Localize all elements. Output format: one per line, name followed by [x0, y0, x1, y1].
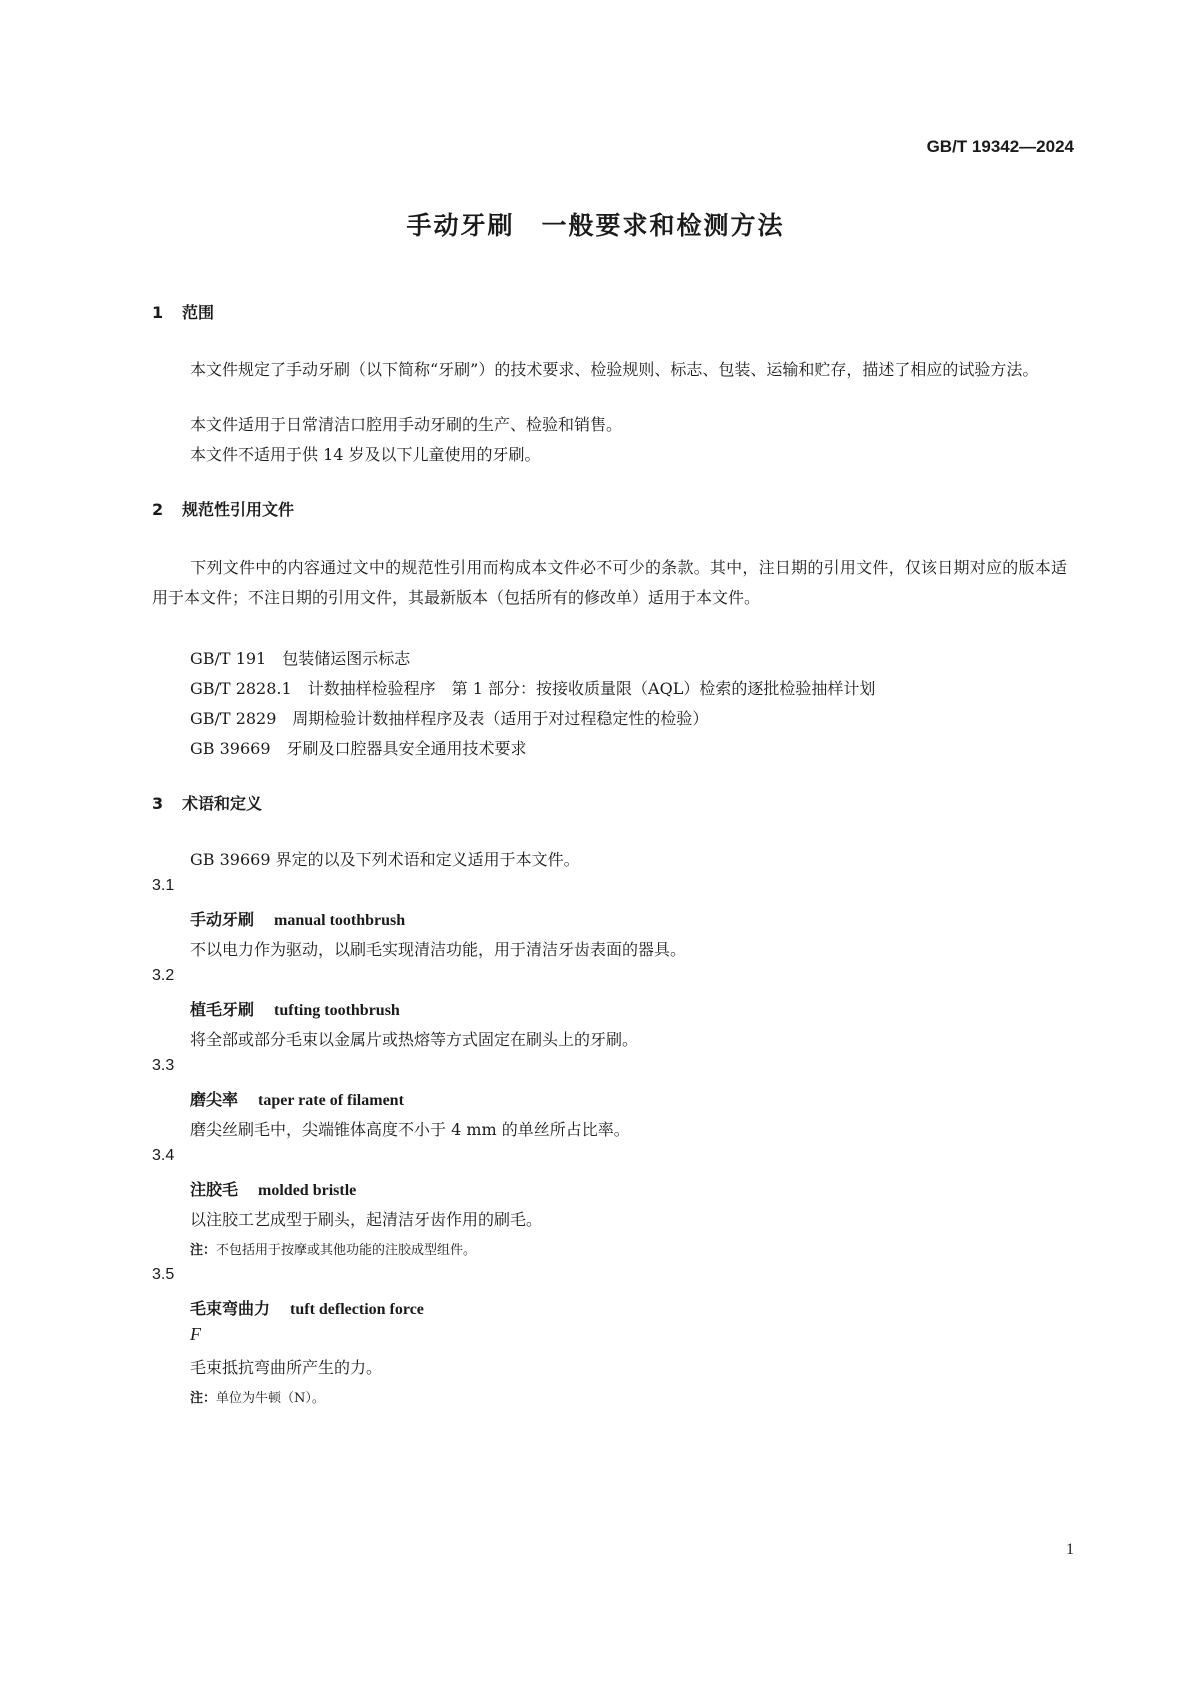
term-symbol: F	[190, 1324, 201, 1344]
term-definition: 毛束抵抗弯曲所产生的力。	[190, 1358, 383, 1377]
note-label: 注：	[190, 1391, 217, 1406]
term-zh: 注胶毛	[190, 1180, 239, 1199]
term-entry-number: 3.2	[152, 967, 175, 984]
note-text: 不包括用于按摩或其他功能的注胶成型组件。	[216, 1243, 477, 1258]
term-definition: 磨尖丝刷毛中，尖端锥体高度不小于 4 mm 的单丝所占比率。	[190, 1120, 630, 1139]
note-text: 单位为牛顿（N）。	[216, 1391, 325, 1406]
term-en: manual toothbrush	[274, 912, 406, 929]
reference-item: GB 39669 牙刷及口腔器具安全通用技术要求	[190, 739, 527, 758]
term-en: taper rate of filament	[258, 1092, 404, 1109]
reference-item: GB/T 2828.1 计数抽样检验程序 第 1 部分：按接收质量限（AQL）检索的逐批检验抽样计划	[190, 679, 876, 698]
section-number: 2	[152, 500, 164, 519]
term-entry-number: 3.5	[152, 1266, 175, 1283]
term-heading	[190, 997, 400, 1020]
page-number: 1	[1066, 1541, 1074, 1558]
reference-item: GB/T 191 包装储运图示标志	[190, 649, 411, 668]
term-en: tufting toothbrush	[274, 1002, 400, 1019]
section-3-heading	[152, 791, 262, 814]
term-en: tuft deflection force	[290, 1301, 424, 1318]
section-2-heading	[152, 497, 294, 520]
section-1-heading	[152, 300, 214, 323]
term-heading	[190, 907, 405, 930]
term-zh: 毛束弯曲力	[190, 1299, 271, 1318]
term-note	[190, 1387, 325, 1406]
term-entry-number: 3.1	[152, 877, 175, 894]
section-title: 范围	[182, 303, 215, 322]
term-note	[190, 1239, 476, 1258]
term-zh: 植毛牙刷	[190, 1000, 255, 1019]
section-title: 术语和定义	[182, 794, 263, 813]
section-title: 规范性引用文件	[182, 500, 295, 519]
term-heading	[190, 1087, 404, 1110]
term-definition: 将全部或部分毛束以金属片或热熔等方式固定在刷头上的牙刷。	[190, 1030, 639, 1049]
section-number: 3	[152, 794, 164, 813]
scope-paragraph-3: 本文件不适用于供 14 岁及以下儿童使用的牙刷。	[190, 445, 541, 464]
references-paragraph: 下列文件中的内容通过文中的规范性引用而构成本文件必不可少的条款。其中，注日期的引用文件，仅该日期对应的版本适用于本文件；不注日期的引用文件，其最新版本（包括所有的修改单）适用于本文件。	[152, 558, 1067, 607]
note-label: 注：	[190, 1243, 217, 1258]
term-heading	[190, 1296, 424, 1319]
scope-paragraph-1: 本文件规定了手动牙刷（以下简称“牙刷”）的技术要求、检验规则、标志、包装、运输和贮存，描述了相应的试验方法。	[190, 360, 1039, 379]
term-entry-number: 3.3	[152, 1057, 175, 1074]
section-number: 1	[152, 303, 164, 322]
terms-intro: GB 39669 界定的以及下列术语和定义适用于本文件。	[190, 850, 580, 869]
term-definition: 不以电力作为驱动，以刷毛实现清洁功能，用于清洁牙齿表面的器具。	[190, 940, 687, 959]
standard-number: GB/T 19342—2024	[926, 137, 1074, 156]
term-zh: 磨尖率	[190, 1090, 239, 1109]
reference-item: GB/T 2829 周期检验计数抽样程序及表（适用于对过程稳定性的检验）	[190, 709, 709, 728]
term-definition: 以注胶工艺成型于刷头，起清洁牙齿作用的刷毛。	[190, 1210, 543, 1229]
term-zh: 手动牙刷	[190, 910, 255, 929]
scope-paragraph-2: 本文件适用于日常清洁口腔用手动牙刷的生产、检验和销售。	[190, 415, 623, 434]
term-entry-number: 3.4	[152, 1147, 175, 1164]
term-heading	[190, 1177, 356, 1200]
document-title: 手动牙刷 一般要求和检测方法	[406, 211, 785, 240]
term-en: molded bristle	[258, 1182, 357, 1199]
